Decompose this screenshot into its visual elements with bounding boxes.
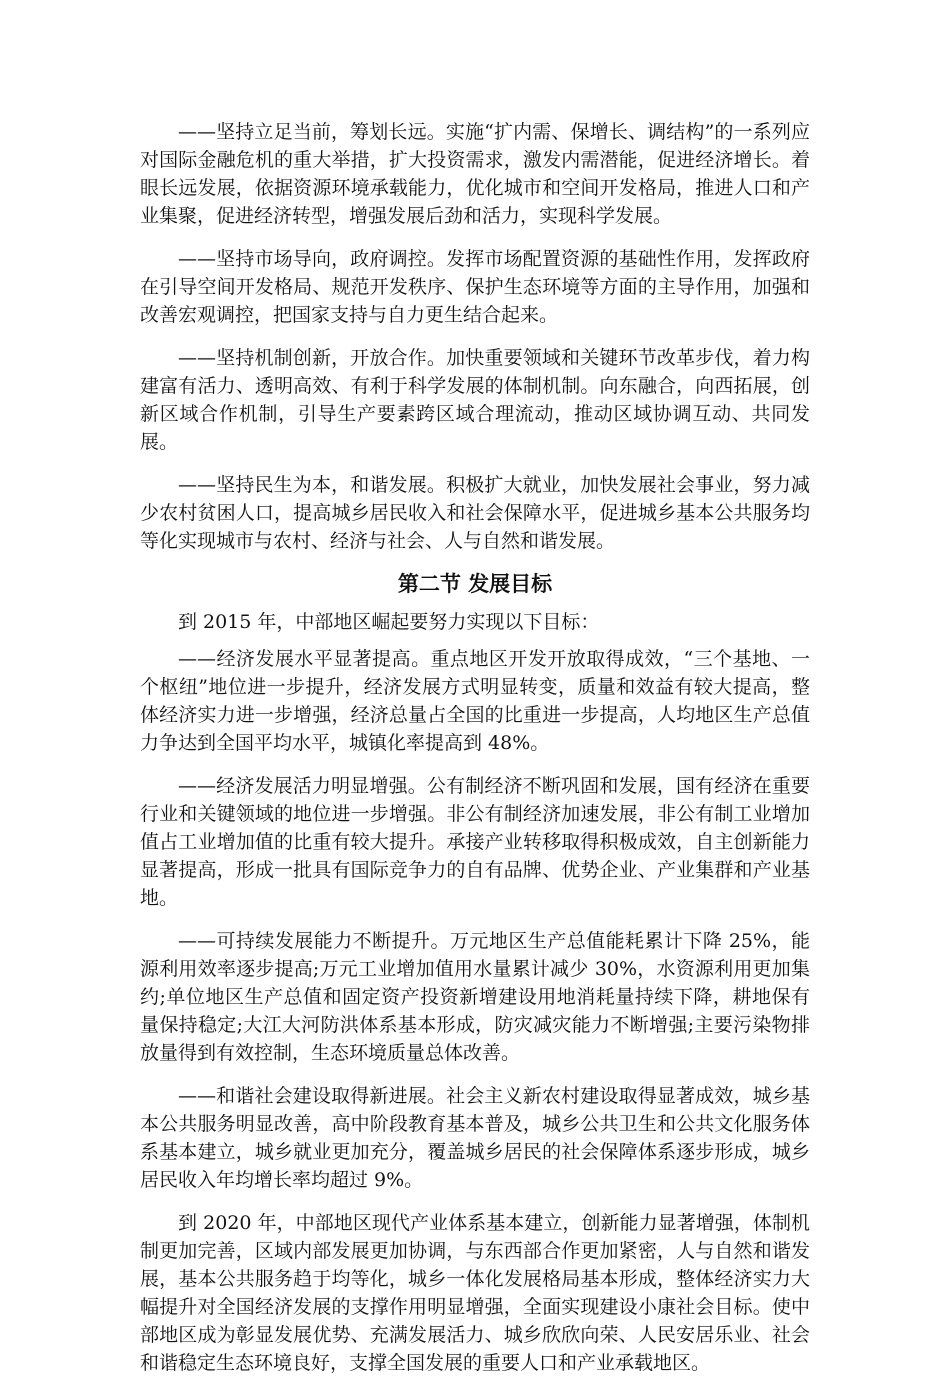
paragraph-goal-intro: 到 2015 年，中部地区崛起要努力实现以下目标： <box>178 611 600 633</box>
paragraph-goal-harmony: ——和谐社会建设取得新进展。社会主义新农村建设取得显著成效，城乡基本公共服务明显改善，高中阶段教育基本普及，城乡公共卫生和公共文化服务体系基本建立，城乡就业更加充分，覆盖城乡居民的社会保障体系逐步形成，城乡居民收入年均增长率均超过 9%。 <box>140 1085 810 1191</box>
paragraph-goal-sustainability: ——可持续发展能力不断提升。万元地区生产总值能耗累计下降 25%，能源利用效率逐步提高;万元工业增加值用水量累计减少 30%，水资源利用更加集约;单位地区生产总值和固定资产投资新增建设用地消耗量持续下降，耕地保有量保持稳定;大江大河防洪体系基本形成，防灾减灾能力不断增强;主要污染物排放量得到有效控制，生态环境质量总体改善。 <box>140 930 810 1064</box>
paragraph-goal-2020: 到 2020 年，中部地区现代产业体系基本建立，创新能力显著增强，体制机制更加完善，区域内部发展更加协调，与东西部合作更加紧密，人与自然和谐发展，基本公共服务趋于均等化，城乡一体化发展格局基本形成，整体经济实力大幅提升对全国经济发展的支撑作用明显增强，全面实现建设小康社会目标。使中部地区成为彰显发展优势、充满发展活力、城乡欣欣向荣、人民安居乐业、社会和谐稳定生态环境良好，支撑全国发展的重要人口和产业承载地区。 <box>140 1212 810 1374</box>
paragraph-goal-economy: ——经济发展水平显著提高。重点地区开发开放取得成效，“三个基地、一个枢纽”地位进一步提升，经济发展方式明显转变，质量和效益有较大提高，整体经济实力进一步增强，经济总量占全国的比重进一步提高，人均地区生产总值力争达到全国平均水平，城镇化率提高到 48%。 <box>140 648 810 754</box>
paragraph-principle-2: ——坚持市场导向，政府调控。发挥市场配置资源的基础性作用，发挥政府在引导空间开发格局、规范开发秩序、保护生态环境等方面的主导作用，加强和改善宏观调控，把国家支持与自力更生结合起来。 <box>140 248 810 326</box>
paragraph-principle-3: ——坚持机制创新，开放合作。加快重要领域和关键环节改革步伐，着力构建富有活力、透明高效、有利于科学发展的体制机制。向东融合，向西拓展，创新区域合作机制，引导生产要素跨区域合理流动，推动区域协调互动、共同发展。 <box>140 347 810 453</box>
paragraph-goal-vitality: ——经济发展活力明显增强。公有制经济不断巩固和发展，国有经济在重要行业和关键领域的地位进一步增强。非公有制经济加速发展，非公有制工业增加值占工业增加值的比重有较大提升。承接产业转移取得积极成效，自主创新能力显著提高，形成一批具有国际竞争力的自有品牌、优势企业、产业集群和产业基地。 <box>140 775 810 909</box>
paragraph-principle-4: ——坚持民生为本，和谐发展。积极扩大就业，加快发展社会事业，努力减少农村贫困人口，提高城乡居民收入和社会保障水平，促进城乡基本公共服务均等化实现城市与农村、经济与社会、人与自然和谐发展。 <box>140 474 810 552</box>
section-heading: 第二节 发展目标 <box>397 572 553 596</box>
document-page <box>140 118 810 1392</box>
paragraph-principle-1: ——坚持立足当前，筹划长远。实施“扩内需、保增长、调结构”的一系列应对国际金融危机的重大举措，扩大投资需求，激发内需潜能，促进经济增长。着眼长远发展，依据资源环境承载能力，优化城市和空间开发格局，推进人口和产业集聚，促进经济转型，增强发展后劲和活力，实现科学发展。 <box>140 121 810 227</box>
